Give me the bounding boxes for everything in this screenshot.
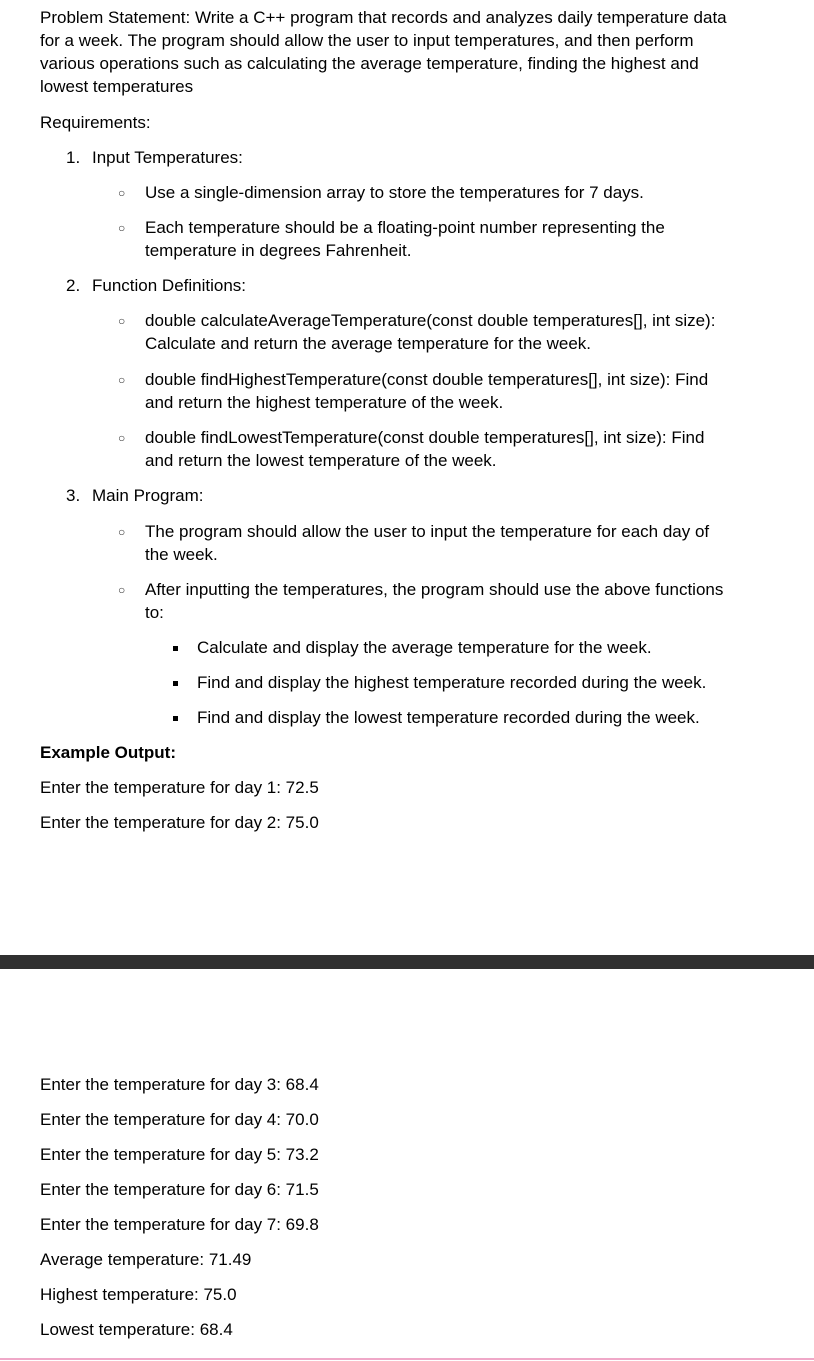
section-3-subitem-3: Find and display the lowest temperature recorded during the week. — [197, 708, 700, 727]
square-bullet-icon — [173, 681, 178, 686]
selection-underline — [0, 1358, 814, 1360]
output-line: Enter the temperature for day 1: 72.5 — [40, 778, 319, 797]
output-line: Enter the temperature for day 3: 68.4 — [40, 1075, 319, 1094]
section-2-item-3: double findLowestTemperature(const double temperatures[], int size): Find and return the lowest temperature of the week. — [145, 428, 705, 470]
section-2-title: Function Definitions: — [92, 276, 247, 295]
circle-bullet-icon: ○ — [118, 314, 126, 328]
section-1-item-1: Use a single-dimension array to store the temperatures for 7 days. — [145, 183, 644, 202]
page-break-divider — [0, 955, 814, 969]
square-bullet-icon — [173, 716, 178, 721]
output-line: Enter the temperature for day 7: 69.8 — [40, 1215, 319, 1234]
output-line: Enter the temperature for day 6: 71.5 — [40, 1180, 319, 1199]
circle-bullet-icon: ○ — [118, 221, 126, 235]
section-3-item-1: The program should allow the user to input the temperature for each day of the week. — [145, 522, 710, 564]
section-1-item-2: Each temperature should be a floating-point number representing the temperature in degrees Fahrenheit. — [145, 218, 665, 260]
section-3-subitem-1: Calculate and display the average temperature for the week. — [197, 638, 652, 657]
square-bullet-icon — [173, 646, 178, 651]
section-3-subitem-2: Find and display the highest temperature recorded during the week. — [197, 673, 707, 692]
section-3-title: Main Program: — [92, 486, 204, 505]
circle-bullet-icon: ○ — [118, 186, 126, 200]
output-line: Enter the temperature for day 2: 75.0 — [40, 813, 319, 832]
circle-bullet-icon: ○ — [118, 583, 126, 597]
problem-statement: Problem Statement: Write a C++ program that records and analyzes daily temperature data for a week. The program should allow the user to input temperatures, and then perform various operations such as calculating the average temperature, finding the highest and lowest temperatures — [40, 8, 727, 96]
circle-bullet-icon: ○ — [118, 431, 126, 445]
section-3-number: 3. — [66, 486, 81, 505]
circle-bullet-icon: ○ — [118, 525, 126, 539]
example-output-heading: Example Output: — [40, 743, 177, 762]
section-2-item-1: double calculateAverageTemperature(const double temperatures[], int size): Calculate and return the average temperature for the week. — [145, 311, 716, 353]
requirements-heading: Requirements: — [40, 113, 151, 132]
section-2-item-2: double findHighestTemperature(const double temperatures[], int size): Find and return the highest temperature of the week. — [145, 370, 709, 412]
highest-temperature-line: Highest temperature: 75.0 — [40, 1285, 237, 1304]
section-1-number: 1. — [66, 148, 81, 167]
output-line: Enter the temperature for day 5: 73.2 — [40, 1145, 319, 1164]
section-3-item-2: After inputting the temperatures, the program should use the above functions to: — [145, 580, 724, 622]
average-temperature-line: Average temperature: 71.49 — [40, 1250, 252, 1269]
lowest-temperature-line: Lowest temperature: 68.4 — [40, 1320, 233, 1339]
output-line: Enter the temperature for day 4: 70.0 — [40, 1110, 319, 1129]
section-2-number: 2. — [66, 276, 81, 295]
circle-bullet-icon: ○ — [118, 373, 126, 387]
section-1-title: Input Temperatures: — [92, 148, 243, 167]
